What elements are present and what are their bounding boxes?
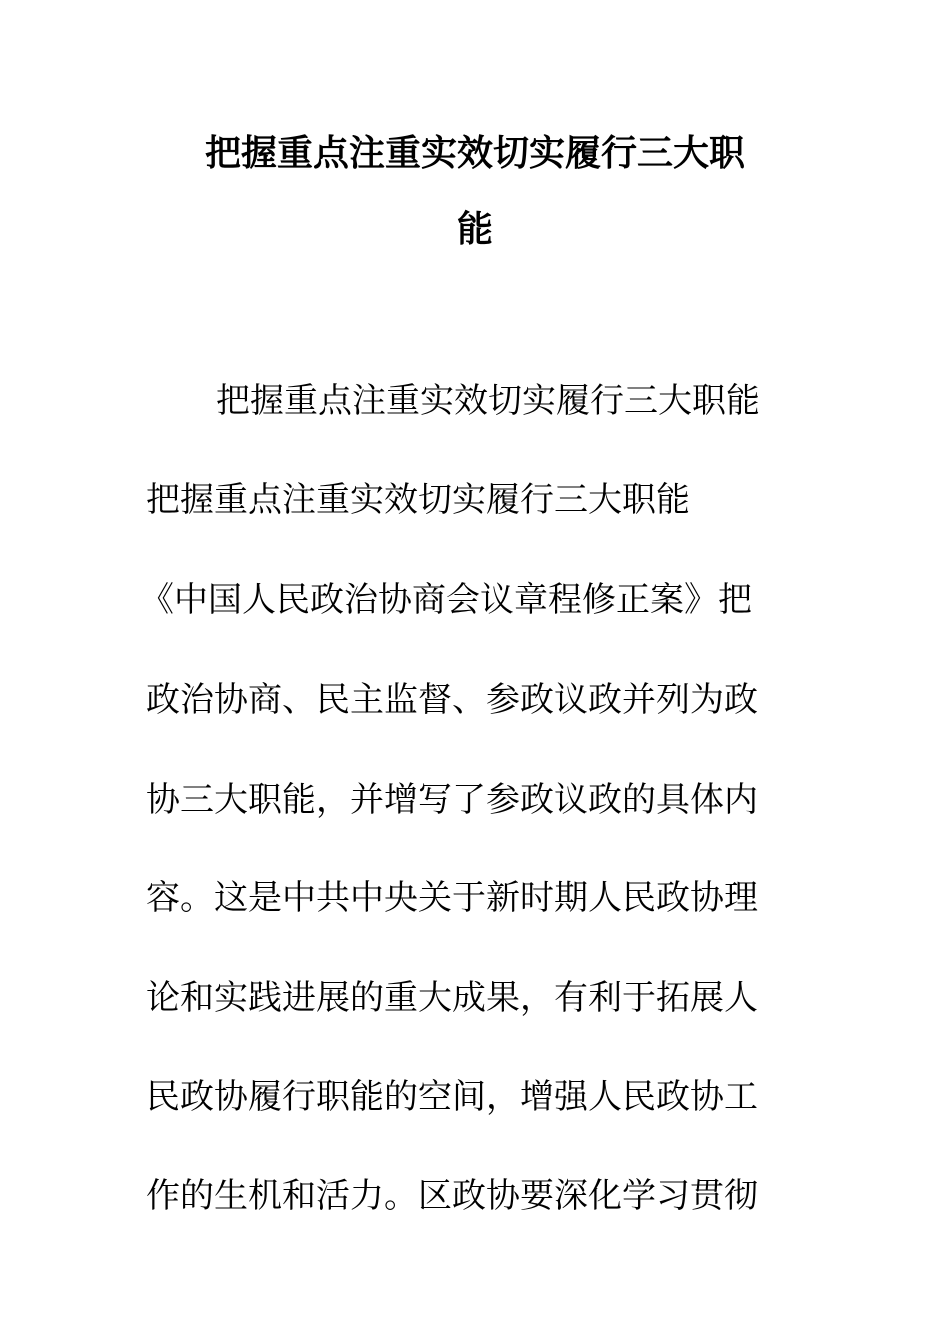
body-paragraph-line-9: 作的生机和活力。区政协要深化学习贯彻 (146, 1176, 758, 1216)
document-title-line-2: 能 (456, 209, 493, 250)
body-paragraph-line-7: 论和实践进展的重大成果，有利于拓展人 (146, 978, 758, 1018)
body-paragraph-line-6: 容。这是中共中央关于新时期人民政协理 (146, 878, 758, 918)
body-paragraph-line-1: 把握重点注重实效切实履行三大职能 (216, 381, 760, 421)
body-paragraph-line-8: 民政协履行职能的空间，增强人民政协工 (146, 1077, 758, 1117)
body-paragraph-line-3: 《中国人民政治协商会议章程修正案》把 (140, 580, 752, 620)
body-paragraph-line-5: 协三大职能，并增写了参政议政的具体内 (146, 780, 758, 820)
body-paragraph-line-2: 把握重点注重实效切实履行三大职能 (146, 480, 690, 520)
document-title-line-1: 把握重点注重实效切实履行三大职 (204, 133, 745, 174)
body-paragraph-line-4: 政治协商、民主监督、参政议政并列为政 (146, 680, 758, 720)
